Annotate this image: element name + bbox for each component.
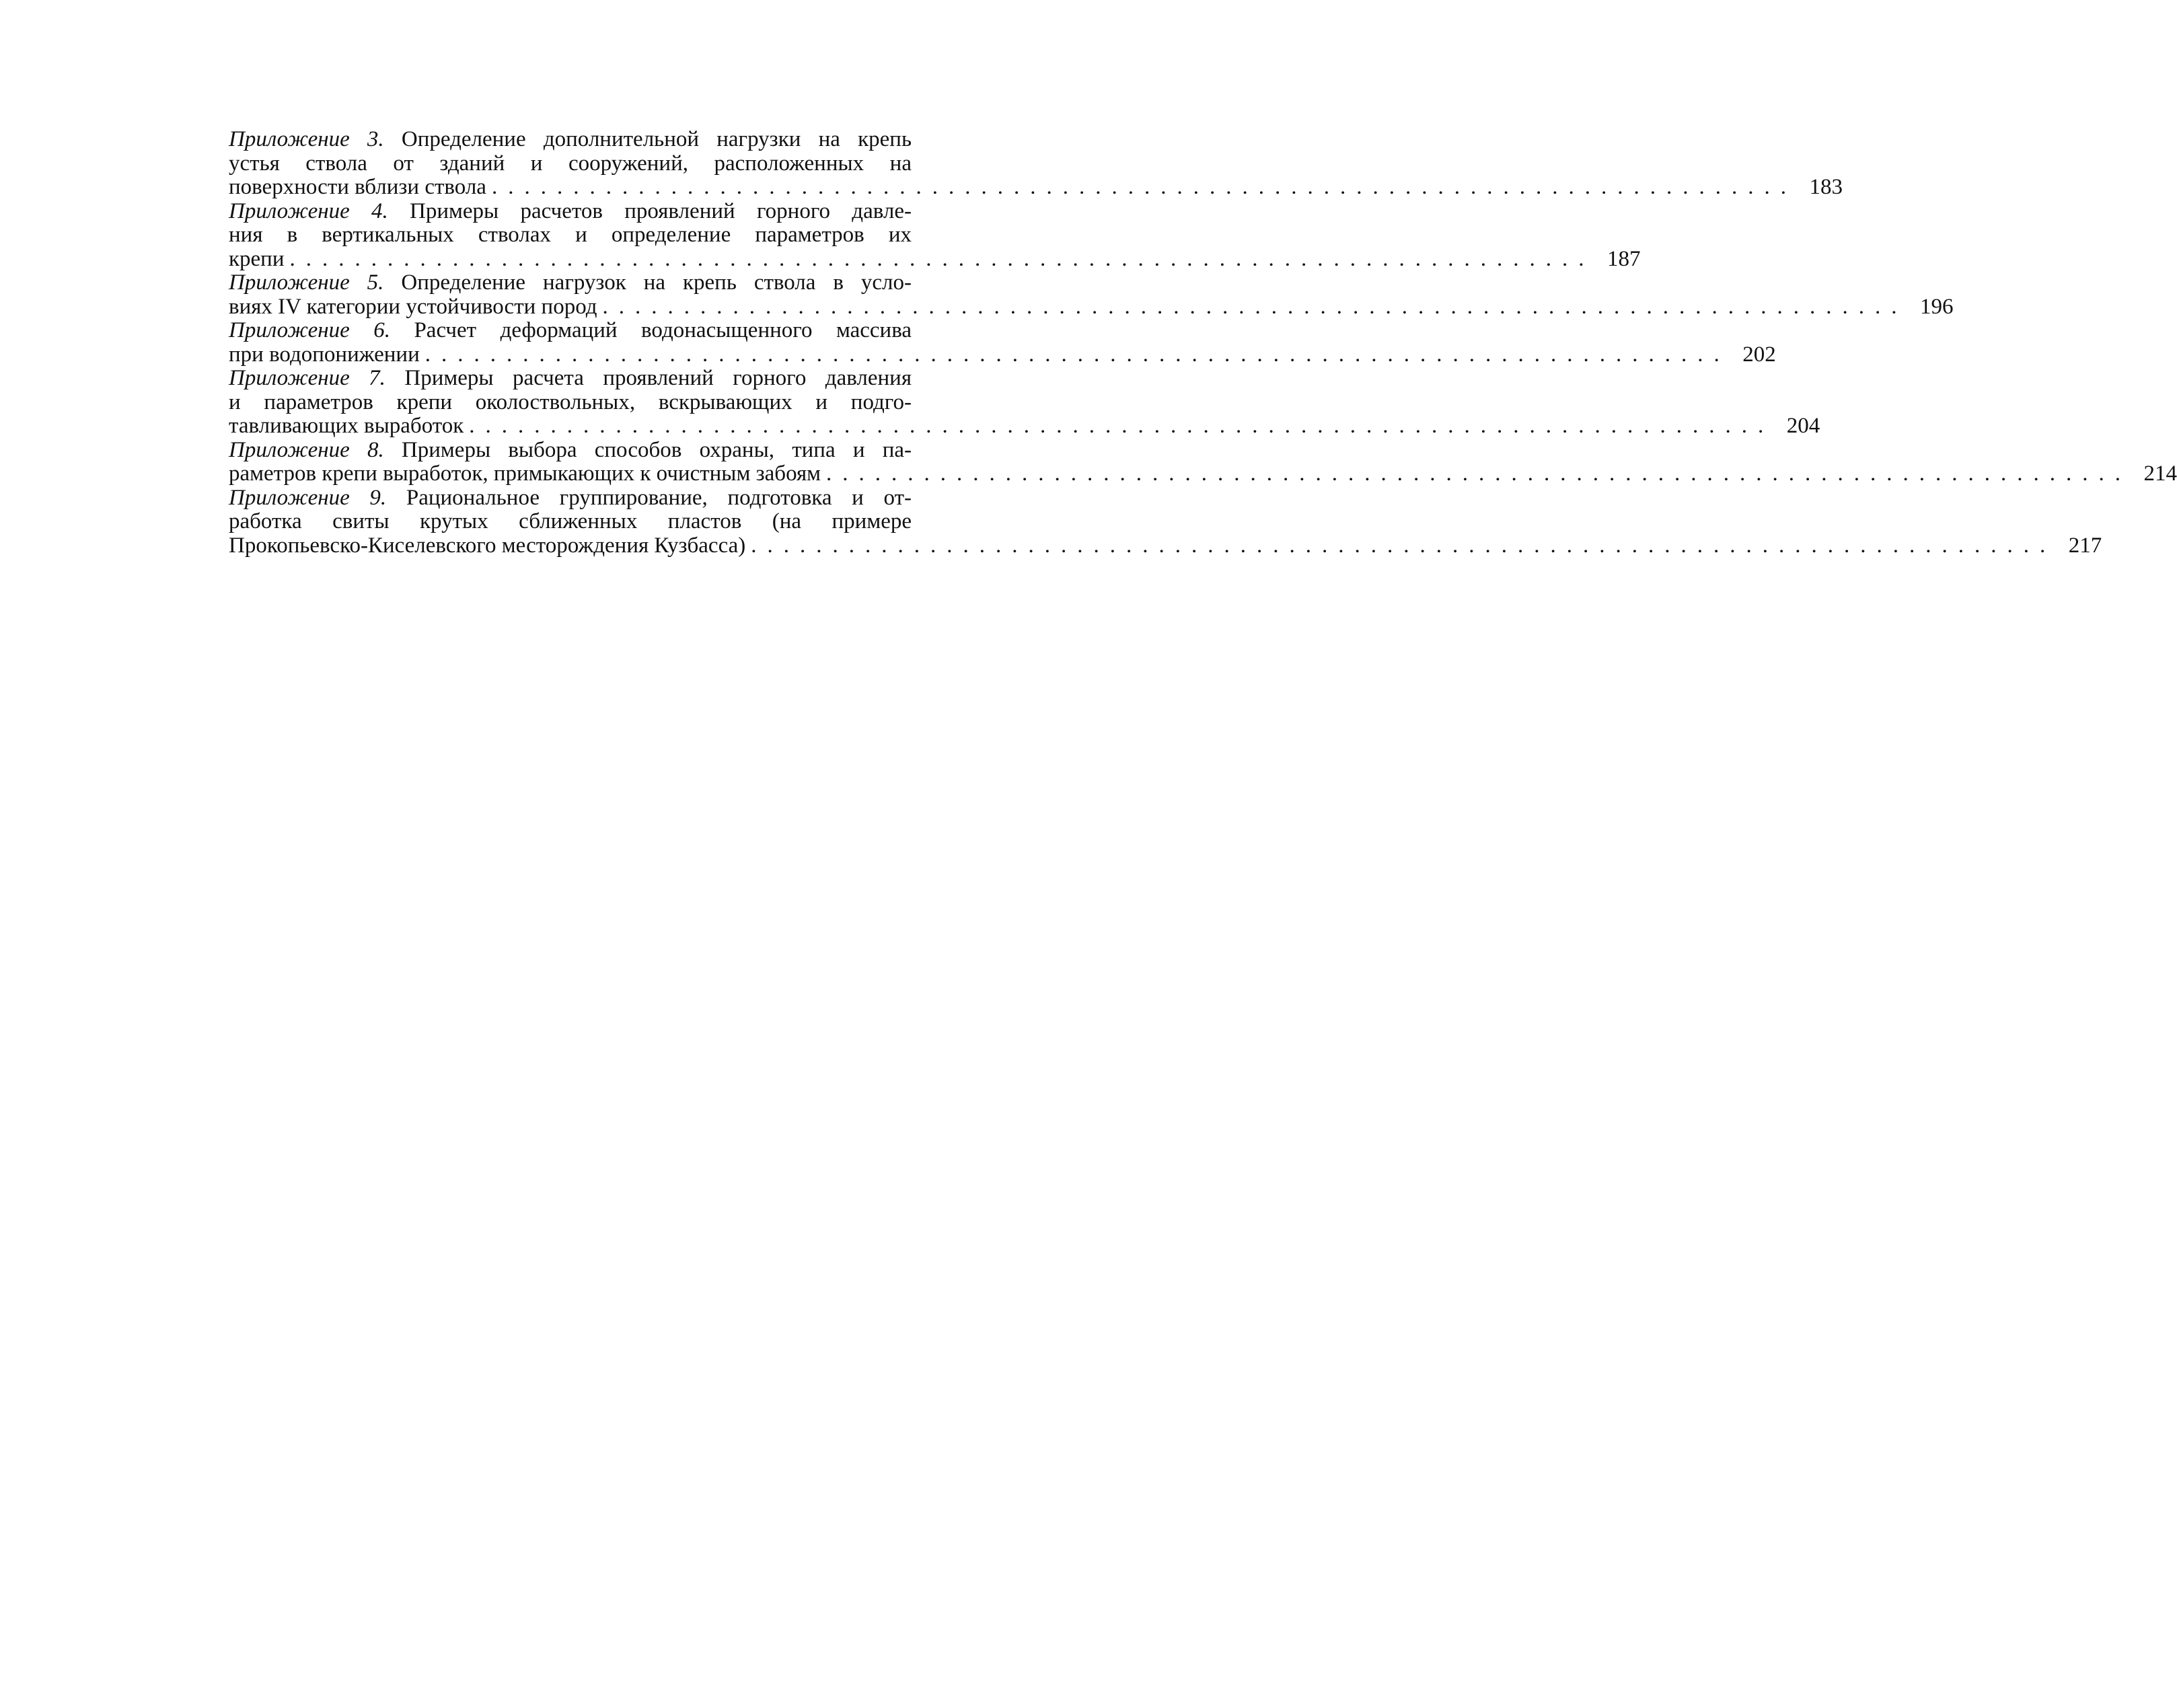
toc-page-number: 202 bbox=[1742, 342, 1776, 367]
toc-entry-first-line bbox=[229, 319, 912, 343]
toc-entry-label: Приложение 5. bbox=[229, 270, 384, 295]
dot-leader: ................................................................................ bbox=[602, 294, 1908, 319]
toc-entry-last-line bbox=[229, 175, 1843, 200]
dot-leader: ................................................................................ bbox=[425, 342, 1730, 367]
dot-leader: ................................................................................ bbox=[826, 461, 2132, 486]
toc-entry bbox=[229, 198, 1641, 272]
toc-entry-label: Приложение 8. bbox=[229, 437, 384, 462]
toc-entry-text: тавливающих выработок bbox=[229, 414, 464, 438]
toc-entry-label: Приложение 3. bbox=[229, 127, 384, 151]
toc-entry-last-line bbox=[229, 461, 2177, 486]
toc-entry-label: Приложение 4. bbox=[229, 198, 388, 223]
toc-page-number: 217 bbox=[2068, 533, 2102, 558]
toc-entry-label: Приложение 9. bbox=[229, 485, 387, 510]
toc-entry bbox=[229, 127, 1843, 200]
dot-leader: ................................................................................ bbox=[289, 246, 1595, 271]
toc-entry-first-line bbox=[229, 271, 912, 295]
toc-entry-text: Примеры выбора способов охраны, типа и па- bbox=[383, 437, 912, 462]
toc-entry-last-line bbox=[229, 533, 2102, 558]
toc-entry bbox=[229, 437, 2177, 486]
toc-entry-first-line bbox=[229, 200, 912, 224]
toc-entry-label: Приложение 6. bbox=[229, 318, 390, 342]
toc-entry-text: Определение нагрузок на крепь ствола в усло- bbox=[383, 270, 912, 295]
toc-entry-text: крепи bbox=[229, 246, 285, 271]
toc-entry-text: Расчет деформаций водонасыщенного массива bbox=[390, 318, 912, 342]
toc-entry-text: Примеры расчета проявлений горного давления bbox=[385, 366, 912, 390]
toc-entry bbox=[229, 485, 2102, 558]
toc-entry-text-line: работка свиты крутых сближенных пластов (на примере bbox=[229, 509, 912, 533]
toc-entry-text: поверхности вблизи ствола bbox=[229, 175, 486, 199]
toc-entry-first-line bbox=[229, 367, 912, 391]
toc-entry-last-line bbox=[229, 246, 1641, 272]
toc-entry-text: раметров крепи выработок, примыкающих к очистным забоям bbox=[229, 461, 821, 486]
toc-entry-text: Рациональное группирование, подготовка и от- bbox=[386, 485, 912, 510]
toc-page-number: 183 bbox=[1809, 175, 1843, 199]
dot-leader: ................................................................................ bbox=[491, 175, 1797, 199]
toc-entry-text: при водопонижении bbox=[229, 342, 420, 367]
toc-entry bbox=[229, 318, 1776, 367]
toc-entry-text-line: ния в вертикальных стволах и определение параметров их bbox=[229, 223, 912, 247]
toc-entry-last-line bbox=[229, 294, 1954, 320]
toc-entry-text: Примеры расчетов проявлений горного давле- bbox=[388, 198, 912, 223]
toc-page-number: 214 bbox=[2143, 461, 2177, 486]
toc-entry-first-line bbox=[229, 486, 912, 511]
toc-entry-text-line: устья ствола от зданий и сооружений, расположенных на bbox=[229, 151, 912, 176]
toc-entry bbox=[229, 270, 1954, 319]
dot-leader: ................................................................................ bbox=[469, 414, 1775, 438]
toc-page-number: 196 bbox=[1920, 294, 1954, 319]
toc-entry-text: Определение дополнительной нагрузки на крепь bbox=[383, 127, 912, 151]
toc-entry-label: Приложение 7. bbox=[229, 366, 385, 390]
dot-leader: ................................................................................ bbox=[751, 533, 2057, 558]
toc-entry-first-line bbox=[229, 439, 912, 463]
toc-entry-text-line: и параметров крепи околоствольных, вскрывающих и подго- bbox=[229, 389, 912, 414]
table-of-contents bbox=[229, 127, 2177, 558]
toc-entry-last-line bbox=[229, 414, 1820, 439]
toc-entry-text: виях IV категории устойчивости пород bbox=[229, 294, 597, 319]
toc-page-number: 204 bbox=[1786, 414, 1820, 438]
toc-entry bbox=[229, 366, 1820, 439]
toc-entry-first-line bbox=[229, 128, 912, 152]
toc-page-number: 187 bbox=[1607, 246, 1641, 271]
toc-entry-last-line bbox=[229, 342, 1776, 367]
toc-entry-text: Прокопьевско-Киселевского месторождения Кузбасса) bbox=[229, 533, 746, 558]
